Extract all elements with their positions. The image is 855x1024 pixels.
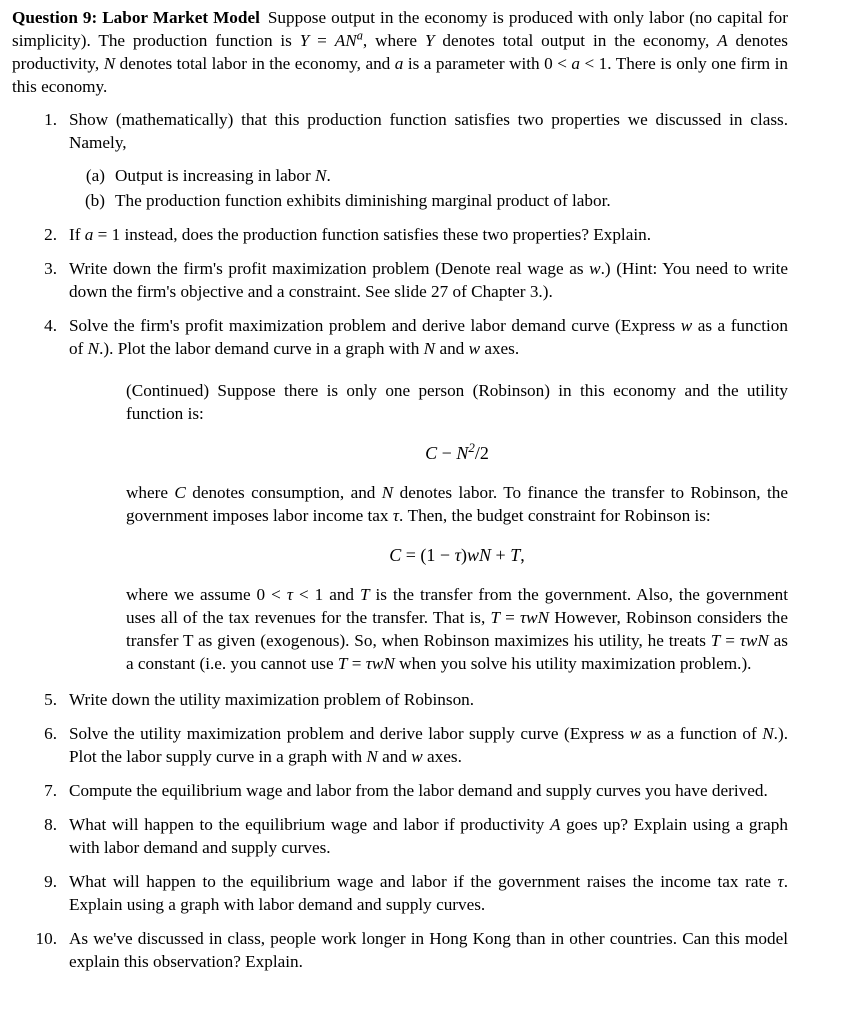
list-item-9 [12,870,788,916]
equation-utility-function [126,442,788,465]
list-item-5 [12,688,788,711]
p3-eq-2: = [500,608,520,627]
list-item-text: As we've discussed in class, people work longer in Hong Kong than in other countries. Can this model explain this observation? Explain. [69,929,788,971]
p3-text-b: < 1 and [292,585,360,604]
list-marker: 4. [44,316,57,335]
list-item-3 [12,257,788,303]
text-before: Write down the firm's profit maximization problem (Denote real wage as [69,259,590,278]
text-before: What will happen to the equilibrium wage and labor if the government raises the income tax rate [69,872,778,891]
eq2-T: T [510,545,521,565]
list-marker: 9. [44,872,57,891]
sub-list-item-a [69,164,788,187]
text-mid: as a function of [69,316,788,358]
list-marker: 3. [44,259,57,278]
list-item-text [69,257,788,303]
text-after: . Explain using a graph with labor demand and supply curves. [69,872,788,914]
eq2-tau: τ [454,545,462,565]
list-item-10 [12,927,788,973]
math-T-3: T [710,631,721,650]
sub-list-marker: (b) [84,191,105,210]
list-item-text [69,223,788,246]
math-C: C [174,483,186,502]
list-marker: 6. [44,724,57,743]
list-marker: 8. [44,815,57,834]
eq1-minus: − [437,443,457,463]
list-item-text [69,314,788,360]
p3-eq-3: = [720,631,740,650]
text-mid-2: .). Plot the labor demand curve in a graph with [99,339,424,358]
intro-text-7: < 1. There is only one firm in this economy. [12,54,788,96]
math-Y: Y [299,31,310,50]
math-N: N [381,483,394,502]
text-before: What will happen to the equilibrium wage and labor if productivity [69,815,550,834]
continued-paragraph-2 [126,481,788,527]
math-A-inline: A [549,815,561,834]
math-w-inline-2: w [468,339,481,358]
text-before: Solve the firm's profit maximization problem and derive labor demand curve (Express [69,316,681,335]
p2-text-b: denotes consumption, and [185,483,382,502]
math-Y-2: Y [424,31,435,50]
list-item-text: Compute the equilibrium wage and labor from the labor demand and supply curves you have derived. [69,781,768,800]
sub-list-item-b [69,189,788,212]
math-exponent-a: a [356,28,363,43]
text-after: axes. [422,747,462,766]
math-tauwN-3: τwN [365,654,395,673]
eq1-exponent: 2 [468,440,475,455]
math-A: A [717,31,728,50]
math-N-inline: N [315,166,327,185]
text-mid-2: .). Plot the labor supply curve in a graph with [69,724,788,766]
eq2-close-paren: ) [461,545,468,565]
text-after: axes. [480,339,520,358]
math-AN: AN [334,31,357,50]
math-w-inline-2: w [411,747,423,766]
intro-text-6: is a parameter with 0 < [403,54,572,73]
list-item-1 [12,108,788,212]
math-tau-2: τ [286,585,293,604]
question-heading: Question 9: Labor Market Model [12,8,260,27]
list-item-text: Show (mathematically) that this production function satisfies two properties we discussed in class. Namely, [69,110,788,152]
eq2-equals: = (1 − [401,545,455,565]
list-marker: 10. [35,929,57,948]
eq2-wN: wN [467,545,492,565]
continued-paragraph-3 [126,583,788,675]
continued-paragraph-1: (Continued) Suppose there is only one person (Robinson) in this economy and the utility function is: [126,381,788,423]
equation-budget-constraint [126,544,788,567]
list-item-7 [12,779,788,802]
text-after: goes up? Explain using a graph with labor demand and supply curves. [69,815,788,857]
sub-text-before: Output is increasing in labor [115,166,316,185]
text-before: If [69,225,85,244]
intro-text-5: denotes total labor in the economy, and [115,54,395,73]
list-marker: 7. [44,781,57,800]
p3-text-f: when you solve his utility maximization problem.). [394,654,752,673]
text-mid-3: and [435,339,469,358]
list-item-6 [12,722,788,768]
text-mid: .) (Hint: You need to write down the firm's objective and a constraint. See slide 27 of Chapter 3.). [69,259,788,301]
math-a-inline: a [84,225,94,244]
sub-list-item-text [115,164,788,187]
math-a-2: a [571,54,580,73]
math-tau-inline: τ [777,872,784,891]
list-item-text [69,813,788,859]
question-list [12,108,788,973]
math-a: a [394,54,404,73]
intro-text-4: denotes productivity, [12,31,788,73]
question-intro-paragraph [12,6,788,98]
p2-text-a: where [126,483,175,502]
sub-text-after: . [326,166,331,185]
math-N: N [103,54,116,73]
math-w-inline: w [629,724,642,743]
eq1-divide: /2 [474,443,489,463]
math-tauwN-2: τwN [739,631,769,650]
list-item-4 [12,314,788,675]
math-tauwN: τwN [519,608,550,627]
list-item-8 [12,813,788,859]
sub-list-marker: (a) [85,166,105,185]
math-N-inline: N [87,339,100,358]
intro-text-1: Suppose output in the economy is produced with only labor (no capital for simplicity). The production function is [12,8,788,50]
list-marker: 1. [44,110,57,129]
p3-text-a: where we assume 0 < [126,585,287,604]
eq2-C: C [389,545,402,565]
p3-text-c: is the transfer from the government. Also, the government uses all of the tax revenues for the transfer. That is, [126,585,788,627]
intro-text-3: denotes total output in the economy, [434,31,718,50]
p3-text-e: as a constant (i.e. you cannot use [126,631,788,673]
list-marker: 2. [44,225,57,244]
math-tau: τ [392,506,399,525]
math-T-4: T [337,654,348,673]
text-mid: = 1 instead, does the production function satisfies these two properties? Explain. [93,225,651,244]
list-item-text [69,870,788,916]
list-marker: 5. [44,690,57,709]
eq2-plus: + [491,545,511,565]
list-item-text: Write down the utility maximization problem of Robinson. [69,690,475,709]
intro-text-2: , where [362,31,425,50]
math-T-2: T [490,608,500,627]
math-w-inline: w [589,259,601,278]
text-mid-3: and [377,747,412,766]
sub-list-item-text: The production function exhibits diminishing marginal product of labor. [115,191,611,210]
math-N-inline: N [762,724,774,743]
list-item-text [69,722,788,768]
math-T: T [359,585,370,604]
p2-text-d: . Then, the budget constraint for Robinson is: [398,506,711,525]
p3-text-d: However, Robinson considers the transfer T as given (exogenous). So, when Robinson maximizes his utility, he treats [126,608,788,650]
continued-block [69,379,788,675]
list-item-2 [12,223,788,246]
sub-list-1 [69,164,788,212]
p3-eq-4: = [347,654,366,673]
eq2-comma: , [520,545,525,565]
eq1-C: C [425,443,438,463]
math-equals: = [309,31,335,50]
p2-text-c: denotes labor. To finance the transfer to Robinson, the government imposes labor income tax [126,483,788,525]
eq1-N: N [456,443,469,463]
math-N-inline-2: N [366,747,378,766]
math-w-inline: w [680,316,693,335]
text-before: Solve the utility maximization problem and derive labor supply curve (Express [69,724,630,743]
text-mid: as a function of [641,724,763,743]
math-N-inline-2: N [423,339,436,358]
